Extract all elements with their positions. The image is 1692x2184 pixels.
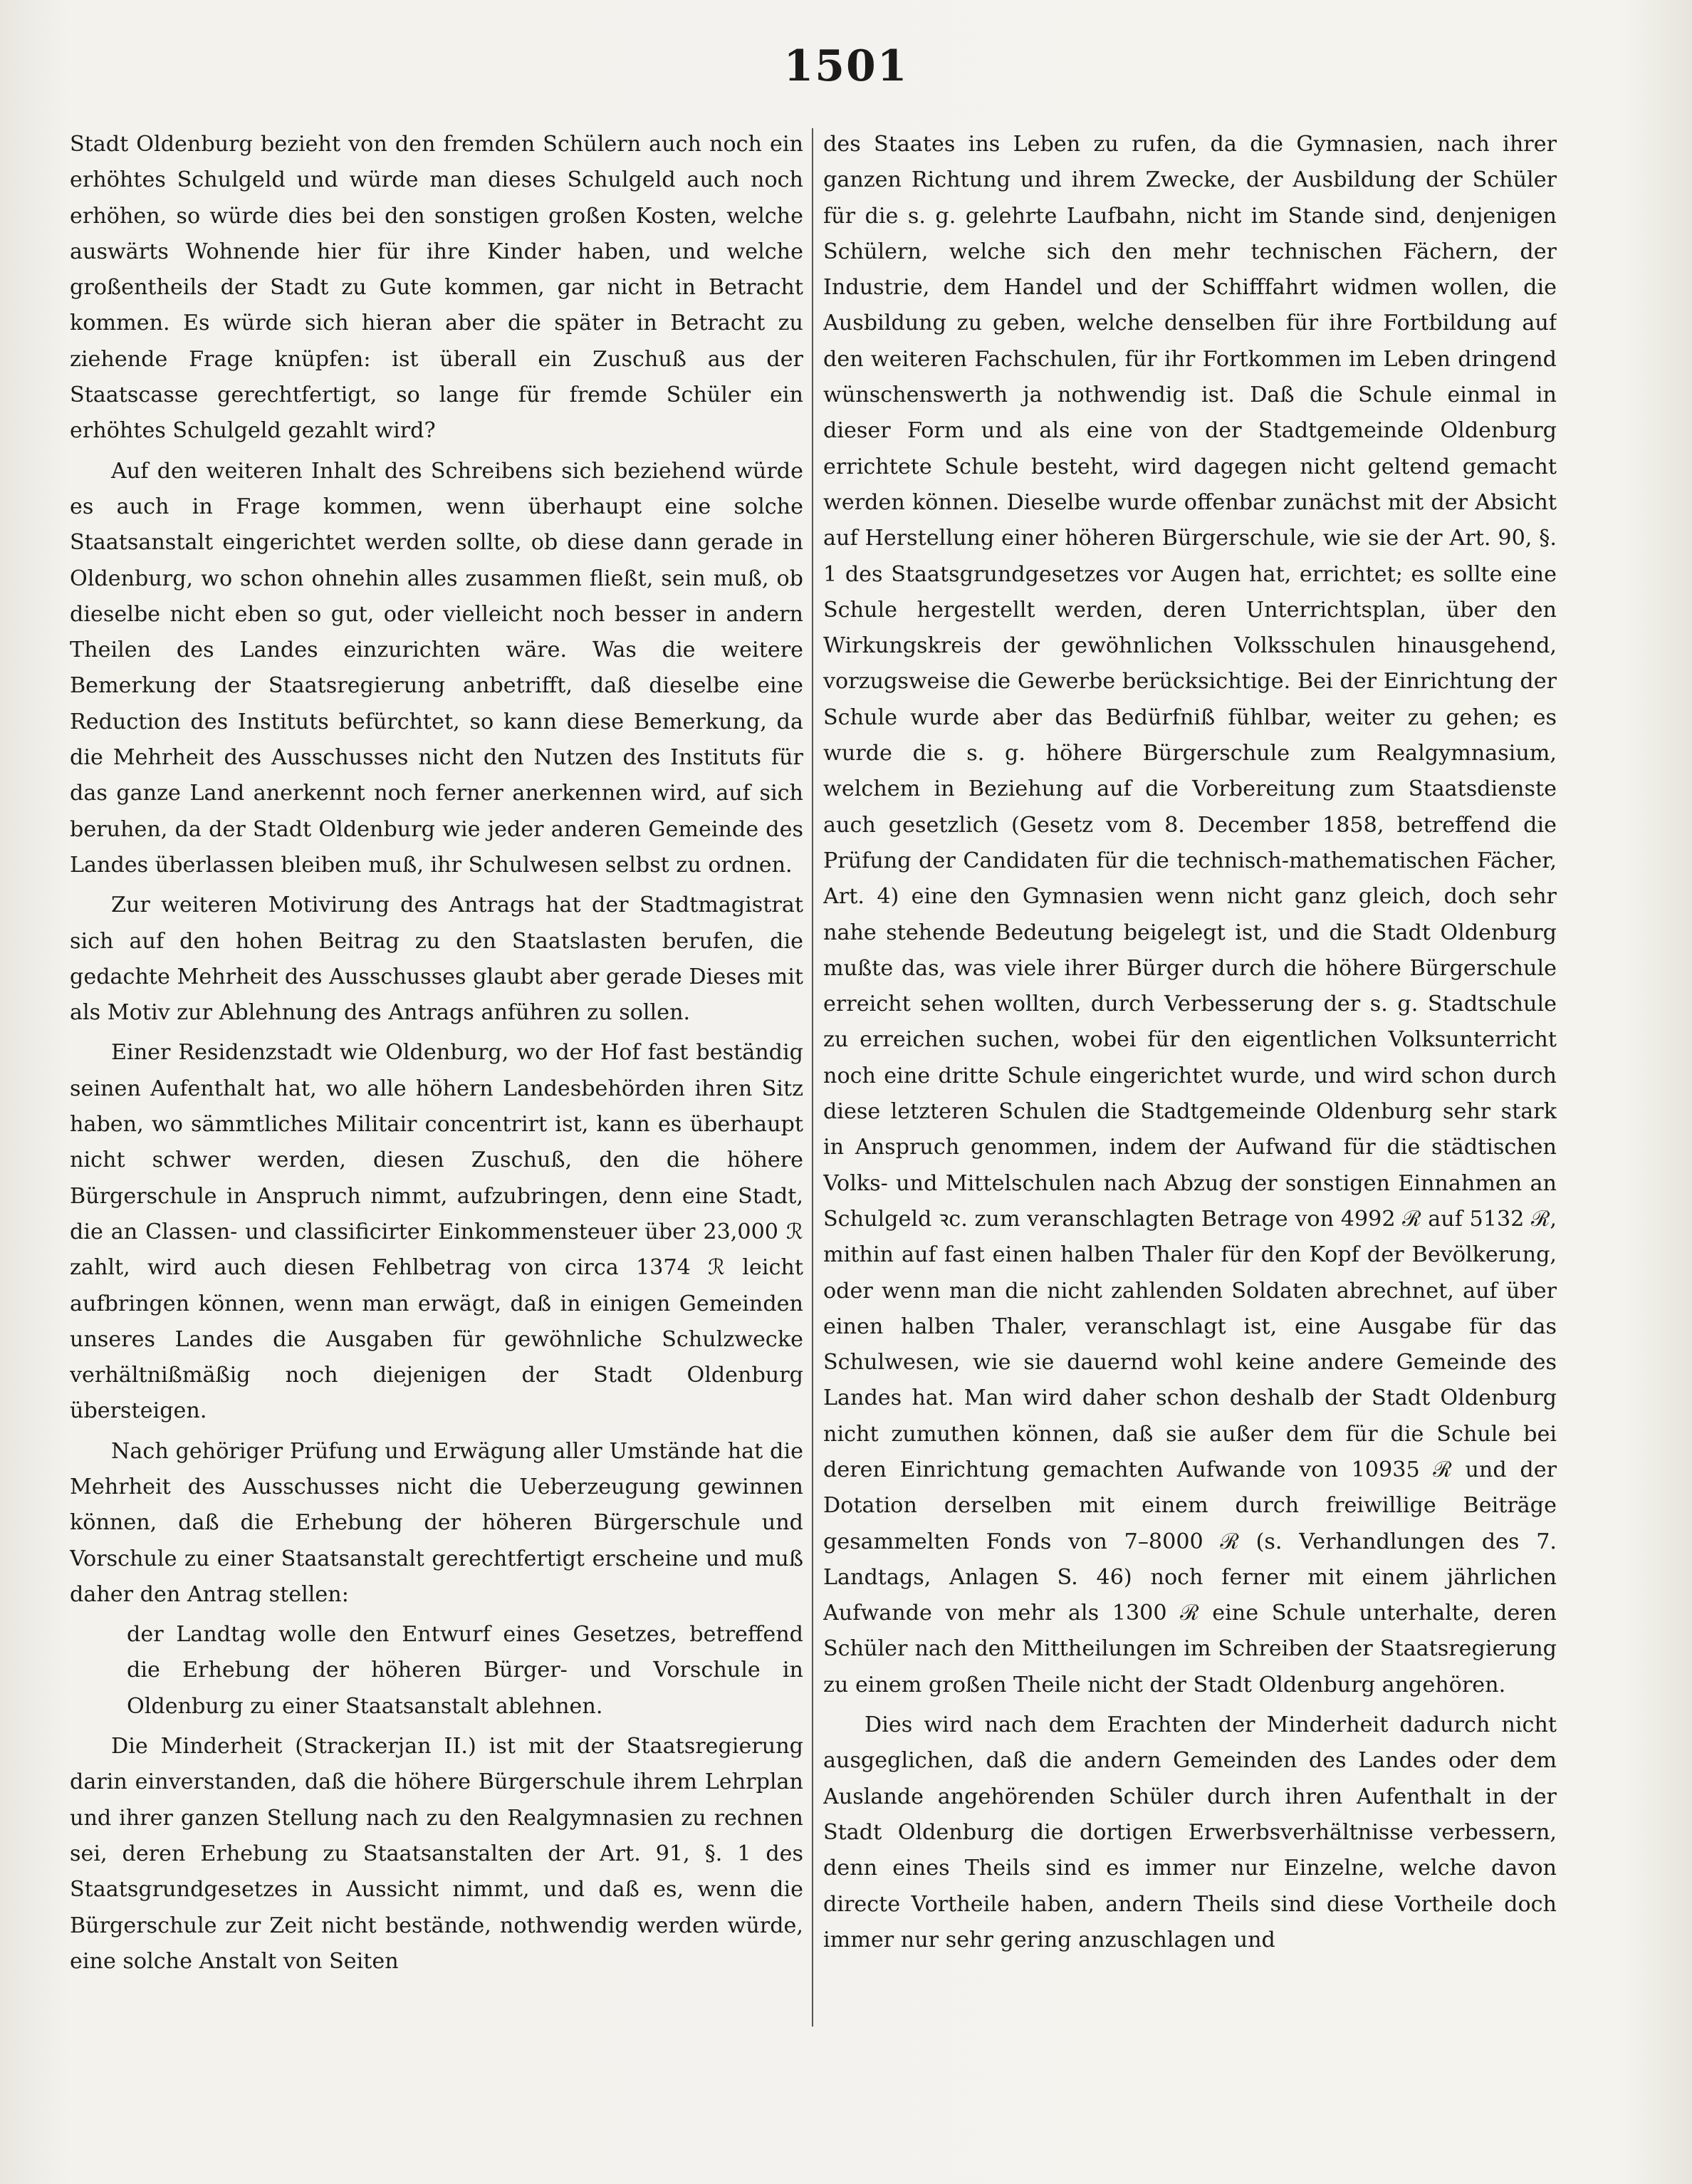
paragraph: Die Minderheit (Strackerjan II.) ist mit der Staatsregierung darin einverstanden, daß die höhere Bürgerschule ihrem Lehrplan und ihrer ganzen Stellung nach zu den Realgymnasien zu rechnen sei, deren Erhebung zu Staatsanstalten der Art. 91, §. 1 des Staatsgrundgesetzes in Aussicht nimmt, und daß es, wenn die Bürgerschule zur Zeit nicht bestände, nothwendig werden würde, eine solche Anstalt von Seiten <box>70 1734 803 1974</box>
right-column <box>823 127 1557 2121</box>
paragraph: Dies wird nach dem Erachten der Minderheit dadurch nicht ausgeglichen, daß die andern Gemeinden des Landes oder dem Auslande angehörenden Schüler durch ihren Aufenthalt in der Stadt Oldenburg die dortigen Erwerbsverhältnisse verbessern, denn eines Theils sind es immer nur Einzelne, welche davon directe Vortheile haben, andern Theils sind diese Vortheile doch immer nur sehr gering anzuschlagen und <box>823 1712 1557 1952</box>
column-divider <box>812 128 813 2027</box>
left-column <box>70 127 803 2121</box>
motion-quote: der Landtag wolle den Entwurf eines Gesetzes, betreffend die Erhebung der höheren Bürger- und Vorschule in Oldenburg zu einer Staatsanstalt ablehnen. <box>127 1622 803 1719</box>
paragraph: des Staates ins Leben zu rufen, da die Gymnasien, nach ihrer ganzen Richtung und ihrem Zwecke, der Ausbildung der Schüler für die s. g. gelehrte Laufbahn, nicht im Stande sind, denjenigen Schülern, welche sich den mehr technischen Fächern, der Industrie, dem Handel und der Schifffahrt widmen wollen, die Ausbildung zu geben, welche denselben für ihre Fortbildung auf den weiteren Fachschulen, für ihr Fortkommen im Leben dringend wünschenswerth ja nothwendig ist. Daß die Schule einmal in dieser Form und als eine von der Stadtgemeinde Oldenburg errichtete Schule besteht, wird dagegen nicht geltend gemacht werden können. Dieselbe wurde offenbar zunächst mit der Absicht auf Herstellung einer höheren Bürgerschule, wie sie der Art. 90, §. 1 des Staatsgrundgesetzes vor Augen hat, errichtet; es sollte eine Schule hergestellt werden, deren Unterrichtsplan, über den Wirkungskreis der gewöhnlichen Volksschulen hinausgehend, vorzugsweise die Gewerbe berücksichtige. Bei der Einrichtung der Schule wurde aber das Bedürfniß fühlbar, weiter zu gehen; es wurde die s. g. höhere Bürgerschule zum Realgymnasium, welchem in Beziehung auf die Vorbereitung zum Staatsdienste auch gesetzlich (Gesetz vom 8. December 1858, betreffend die Prüfung der Candidaten für die technisch-mathematischen Fächer, Art. 4) eine den Gymnasien wenn nicht ganz gleich, doch sehr nahe stehende Bedeutung beigelegt ist, und die Stadt Oldenburg mußte das, was viele ihrer Bürger durch die höhere Bürgerschule erreicht sehen wollten, durch Verbesserung der s. g. Stadtschule zu erreichen suchen, wobei für den eigentlichen Volksunterricht noch eine dritte Schule eingerichtet wurde, und wird schon durch diese letzteren Schulen die Stadtgemeinde Oldenburg sehr stark in Anspruch genommen, indem der Aufwand für die städtischen Volks- und Mittelschulen nach Abzug der sonstigen Einnahmen an Schulgeld ꝛc. zum veranschlagten Betrage von 4992 ℛ auf 5132 ℛ, mithin auf fast einen halben Thaler für den Kopf der Bevölkerung, oder wenn man die nicht zahlenden Soldaten abrechnet, auf über einen halben Thaler, veranschlagt ist, eine Ausgabe für das Schulwesen, wie sie dauernd wohl keine andere Gemeinde des Landes hat. Man wird daher schon deshalb der Stadt Oldenburg nicht zumuthen können, daß sie außer dem für die Schule bei deren Einrichtung gemachten Aufwande von 10935 ℛ und der Dotation derselben mit einem durch freiwillige Beiträge gesammelten Fonds von 7–8000 ℛ (s. Verhandlungen des 7. Landtags, Anlagen S. 46) noch ferner mit einem jährlichen Aufwande von mehr als 1300 ℛ eine Schule unterhalte, deren Schüler nach den Mittheilungen im Schreiben der Staatsregierung zu einem großen Theile nicht der Stadt Oldenburg angehören. <box>823 132 1557 1697</box>
paragraph: Nach gehöriger Prüfung und Erwägung aller Umstände hat die Mehrheit des Ausschusses nicht die Ueberzeugung gewinnen können, daß die Erhebung der höheren Bürgerschule und Vorschule zu einer Staatsanstalt gerechtfertigt erscheine und muß daher den Antrag stellen: <box>70 1438 803 1607</box>
paragraph: Auf den weiteren Inhalt des Schreibens sich beziehend würde es auch in Frage kommen, wenn überhaupt eine solche Staatsanstalt eingerichtet werden sollte, ob diese dann gerade in Oldenburg, wo schon ohnehin alles zusammen fließt, sein muß, ob dieselbe nicht eben so gut, oder vielleicht noch besser in andern Theilen des Landes einzurichten wäre. Was die weitere Bemerkung der Staatsregierung anbetrifft, daß dieselbe eine Reduction des Instituts befürchtet, so kann diese Bemerkung, da die Mehrheit des Ausschusses nicht den Nutzen des Instituts für das ganze Land anerkennt noch ferner anerkennen wird, auf sich beruhen, da der Stadt Oldenburg wie jeder anderen Gemeinde des Landes überlassen bleiben muß, ihr Schulwesen selbst zu ordnen. <box>70 458 803 878</box>
paragraph: Zur weiteren Motivirung des Antrags hat der Stadtmagistrat sich auf den hohen Beitrag zu den Staatslasten berufen, die gedachte Mehrheit des Ausschusses glaubt aber gerade Dieses mit als Motiv zur Ablehnung des Antrags anführen zu sollen. <box>70 893 803 1026</box>
paragraph: Einer Residenzstadt wie Oldenburg, wo der Hof fast beständig seinen Aufenthalt hat, wo alle höhern Landesbehörden ihren Sitz haben, wo sämmtliches Militair concentrirt ist, kann es überhaupt nicht schwer werden, diesen Zuschuß, den die höhere Bürgerschule in Anspruch nimmt, aufzubringen, denn eine Stadt, die an Classen- und classificirter Einkommensteuer über 23,000 ℛ zahlt, wird auch diesen Fehlbetrag von circa 1374 ℛ leicht aufbringen können, wenn man erwägt, daß in einigen Gemeinden unseres Landes die Ausgaben für gewöhnliche Schulzwecke verhältnißmäßig noch diejenigen der Stadt Oldenburg übersteigen. <box>70 1040 803 1424</box>
page-number: 1501 <box>783 41 909 91</box>
paragraph: Stadt Oldenburg bezieht von den fremden Schülern auch noch ein erhöhtes Schulgeld und würde man dieses Schulgeld auch noch erhöhen, so würde dies bei den sonstigen großen Kosten, welche auswärts Wohnende hier für ihre Kinder haben, und welche großentheils der Stadt zu Gute kommen, gar nicht in Betracht kommen. Es würde sich hieran aber die später in Betracht zu ziehende Frage knüpfen: ist überall ein Zuschuß aus der Staatscasse gerechtfertigt, so lange für fremde Schüler ein erhöhtes Schulgeld gezahlt wird? <box>70 132 803 444</box>
